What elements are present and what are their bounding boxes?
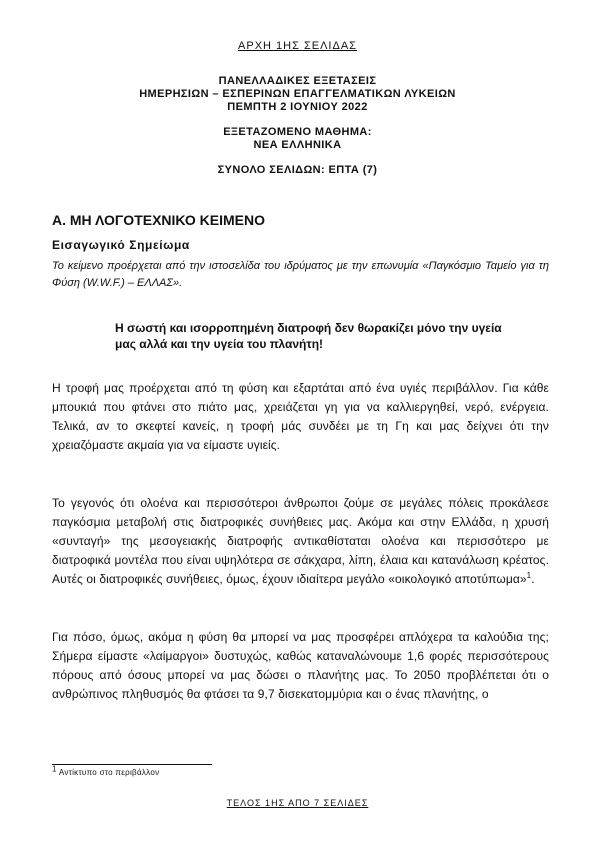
footnote-text: Αντίκτυπο στο περιβάλλον (56, 768, 160, 777)
exam-header-block (0, 75, 595, 177)
page-end-footer: ΤΕΛΟΣ 1ΗΣ ΑΠΟ 7 ΣΕΛΙΔΕΣ (226, 798, 369, 808)
school-type: ΗΜΕΡΗΣΙΩΝ – ΕΣΠΕΡΙΝΩΝ ΕΠΑΓΓΕΛΜΑΤΙΚΩΝ ΛΥΚΕΙΩΝ (139, 88, 456, 100)
paragraph-2-text: Το γεγονός ότι ολοένα και περισσότεροι άνθρωποι ζούμε σε μεγάλες πόλεις προκάλεσε παγκόσμια μεταβολή στις διατροφικές συνήθειες μας. Ακόμα και στην Ελλάδα, η χρυσή «συνταγή» της μεσογειακής διατροφής αντικαθίσταται ολοένα και περισσότερο με διατροφικά μοντέλα που είναι υψηλότερα σε σάκχαρα, λίπη, έλαια και κατανάλωση κρέατος. Αυτές οι διατροφικές συνήθειες, όμως, έχουν ιδιαίτερα μεγάλο «οικολογικό αποτύπωμα» (52, 496, 549, 586)
footnote-ref: 1 (526, 571, 532, 580)
paragraph-3: Για πόσο, όμως, ακόμα η φύση θα μπορεί να μας προσφέρει απλόχερα τα καλούδια της; Σήμερα είμαστε «λαίμαργοι» δυστυχώς, καθώς καταναλώνουμε 1,6 φορές περισσότερους πόρους από όσους μπορεί να μας δώσει ο πλανήτης μας. Το 2050 προβλέπεται ότι ο ανθρώπινος πληθυσμός θα φτάσει τα 9,7 δισεκατομμύρια και ο ένας πλανήτης, ο (52, 630, 549, 701)
page-start-header: ΑΡΧΗ 1ΗΣ ΣΕΛΙΔΑΣ (238, 40, 357, 52)
paragraph-2-end: . (531, 572, 535, 586)
paragraph-2 (52, 494, 549, 589)
exam-title: ΠΑΝΕΛΛΑΔΙΚΕΣ ΕΞΕΤΑΣΕΙΣ (218, 75, 377, 87)
article-title: Η σωστή και ισορροπημένη διατροφή δεν θωρακίζει μόνο την υγεία μας αλλά και την υγεία του πλανήτη! (115, 321, 502, 351)
exam-date: ΠΕΜΠΤΗ 2 ΙΟΥΝΙΟΥ 2022 (227, 101, 368, 113)
footnote (52, 764, 160, 777)
paragraph-1: Η τροφή μας προέρχεται από τη φύση και εξαρτάται από ένα υγιές περιβάλλον. Για κάθε μπουκιά που φτάνει στο πιάτο μας, χρειάζεται γη για να καλλιεργηθεί, νερό, ενέργεια. Τελικά, αν το σκεφτεί κανείς, η τροφή μάς συνδέει με τη Γη και μας δείχνει ότι την χρειαζόμαστε ακμαία για να είμαστε υγιείς. (52, 381, 549, 452)
footnote-divider (52, 764, 212, 765)
intro-note-text: Το κείμενο προέρχεται από την ιστοσελίδα του ιδρύματος με την επωνυμία «Παγκόσμιο Ταμείο για τη Φύση (W.W.F.) – ΕΛΛΑΣ». (52, 260, 549, 289)
subject-name: ΝΕΑ ΕΛΛΗΝΙΚΑ (253, 139, 342, 151)
intro-note-title: Εισαγωγικό Σημείωμα (52, 238, 190, 252)
section-title: Α. ΜΗ ΛΟΓΟΤΕΧΝΙΚΟ ΚΕΙΜΕΝΟ (52, 212, 266, 228)
subject-label: ΕΞΕΤΑΖΟΜΕΝΟ ΜΑΘΗΜΑ: (223, 126, 372, 138)
footnote-mark: 1 (52, 764, 57, 774)
total-pages: ΣΥΝΟΛΟ ΣΕΛΙΔΩΝ: ΕΠΤΑ (7) (217, 164, 378, 176)
